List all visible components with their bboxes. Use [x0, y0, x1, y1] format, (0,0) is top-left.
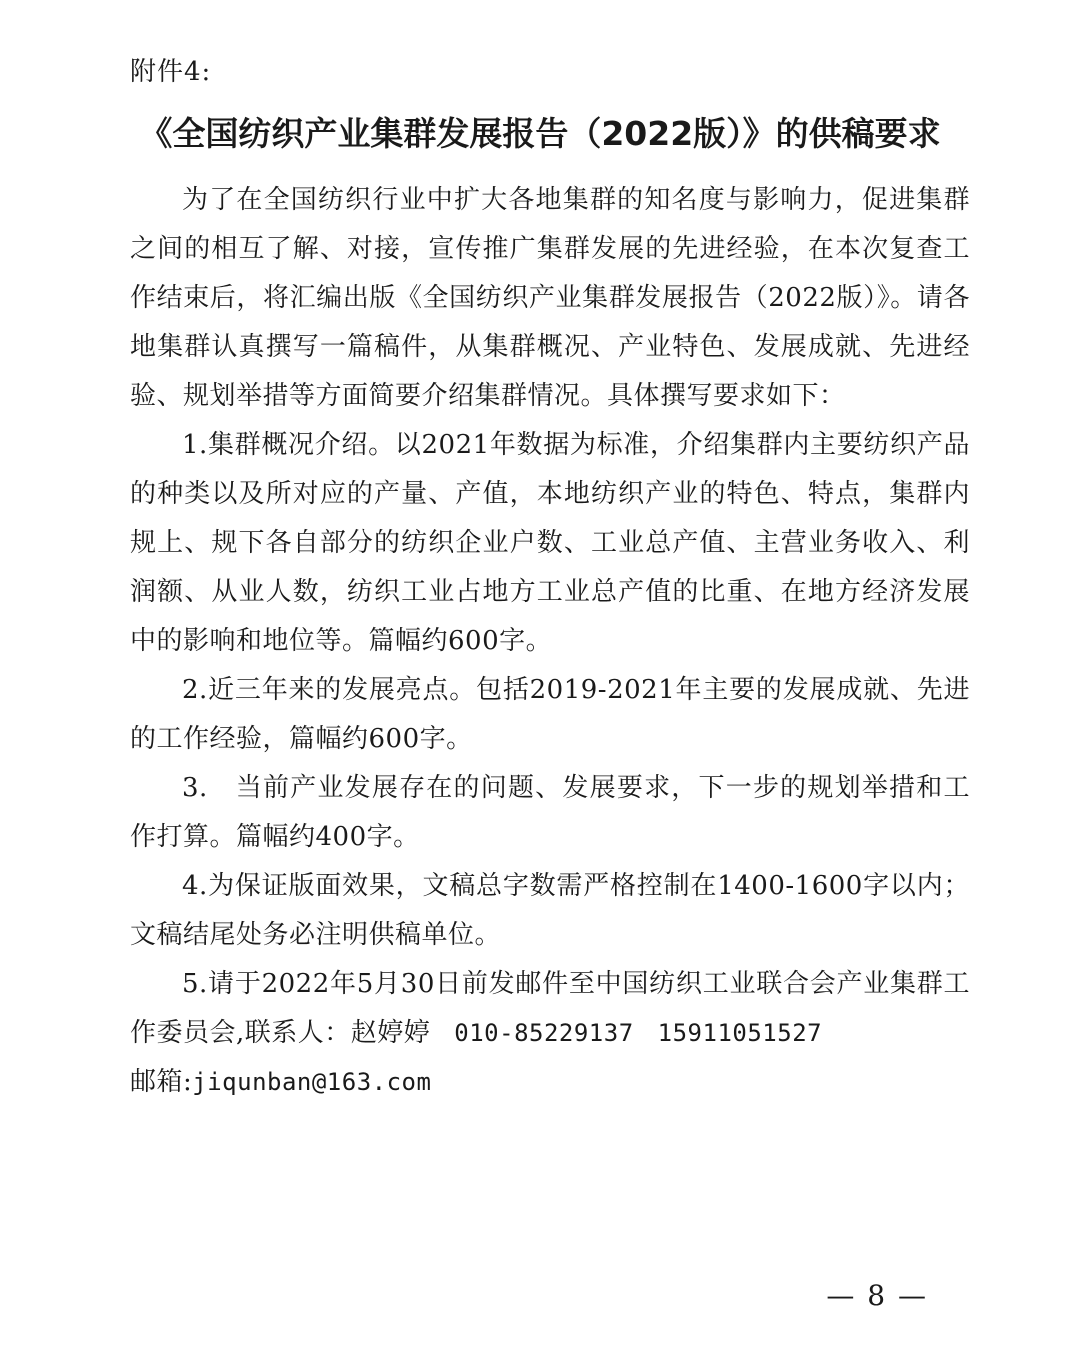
contact-phone-2: 15911051527	[657, 1019, 823, 1047]
email-label: 邮箱:	[130, 1067, 193, 1097]
attachment-label: 附件4:	[130, 57, 212, 87]
requirement-item-5-text: 5.请于2022年5月30日前发邮件至中国纺织工业联合会产业集群工作委员会,联系人：赵婷婷	[130, 969, 970, 1048]
requirement-item-2: 2.近三年来的发展亮点。包括2019-2021年主要的发展成就、先进的工作经验，篇幅约600字。	[130, 675, 970, 754]
email-address: jiqunban@163.com	[192, 1068, 432, 1096]
requirement-item-1: 1.集群概况介绍。以2021年数据为标准，介绍集群内主要纺织产品的种类以及所对应的产量、产值，本地纺织产业的特色、特点，集群内规上、规下各自部分的纺织企业户数、工业总产值、主营业务收入、利润额、从业人数，纺织工业占地方工业总产值的比重、在地方经济发展中的影响和地位等。篇幅约600字。	[130, 430, 970, 656]
document-title: 《全国纺织产业集群发展报告（2022版）》的供稿要求	[139, 114, 941, 153]
email-line	[130, 1058, 970, 1107]
intro-paragraph: 为了在全国纺织行业中扩大各地集群的知名度与影响力，促进集群之间的相互了解、对接，宣传推广集群发展的先进经验，在本次复查工作结束后，将汇编出版《全国纺织产业集群发展报告（2022版）》。请各地集群认真撰写一篇稿件，从集群概况、产业特色、发展成就、先进经验、规划举措等方面简要介绍集群情况。具体撰写要求如下：	[130, 185, 970, 411]
requirement-item-4: 4.为保证版面效果，文稿总字数需严格控制在1400-1600字以内；文稿结尾处务必注明供稿单位。	[130, 871, 970, 950]
requirement-item-5	[130, 960, 970, 1058]
requirement-item-3: 3. 当前产业发展存在的问题、发展要求，下一步的规划举措和工作打算。篇幅约400字。	[130, 773, 970, 852]
contact-phone-1: 010-85229137	[454, 1019, 634, 1047]
document-body	[130, 176, 970, 1107]
page-number: — 8 —	[826, 1279, 928, 1312]
